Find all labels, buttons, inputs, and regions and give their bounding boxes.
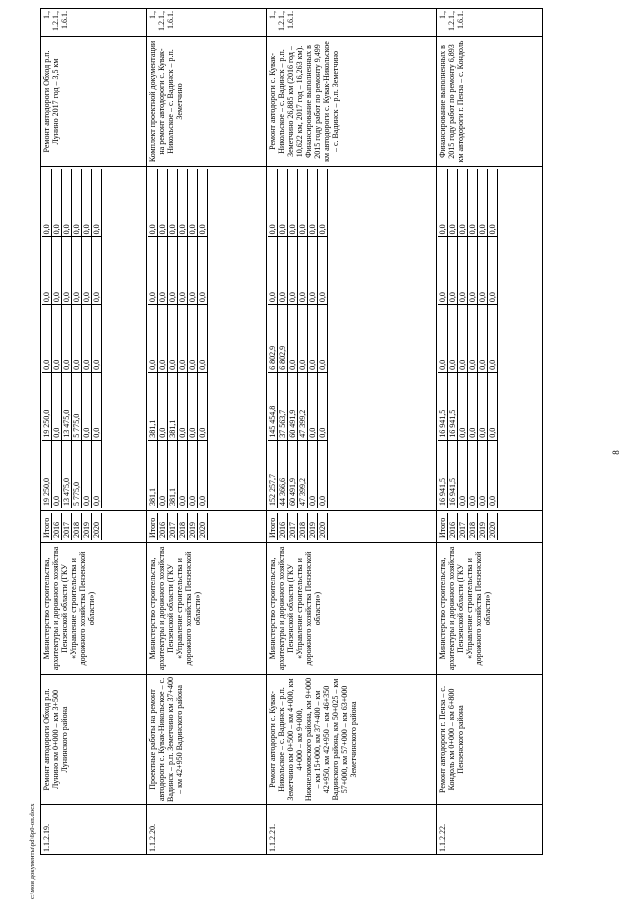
indicator-refs: 1., 1.2.1., 1.6.1. — [267, 9, 437, 37]
value-cell: 0,0 — [178, 440, 188, 508]
value-cell: 0,0 — [308, 440, 318, 508]
value-cell: 0,0 — [478, 440, 488, 508]
value-cell: 0,0 — [458, 237, 468, 305]
value-cell: 0,0 — [62, 169, 72, 237]
value-cell: 0,0 — [178, 305, 188, 373]
value-cell: 0,0 — [288, 237, 298, 305]
value-cell: 0,0 — [298, 169, 308, 237]
table-row — [267, 9, 437, 855]
funding-values — [267, 167, 437, 511]
value-cell: 0,0 — [478, 169, 488, 237]
value-cell: 0,0 — [92, 372, 102, 440]
value-cell: 0,0 — [52, 237, 62, 305]
value-cell: 16 941,5 — [448, 372, 458, 440]
year-cell: 2020 — [92, 513, 102, 540]
value-cell: 16 941,5 — [448, 440, 458, 508]
value-cell: 0,0 — [42, 305, 52, 373]
value-cell: 0,0 — [72, 169, 82, 237]
value-cell: 0,0 — [168, 169, 178, 237]
year-cell: 2016 — [52, 513, 62, 540]
value-cell: 0,0 — [308, 305, 318, 373]
year-column — [437, 511, 543, 543]
measure-name: Проектные работы на ремонт автодороги с. Кувак-Никольское – с. Вадинск – р.п. Земетчино км 37+400 – км 42+950 Вадинского района — [147, 675, 267, 805]
year-cell: Итого — [148, 513, 158, 540]
expected-result: Финансирование выполненных в 2015 году работ по ремонту 6,893 км автодороги г. Пенза – с. Кондоль — [437, 37, 543, 167]
value-cell: 0,0 — [198, 169, 208, 237]
indicator-refs: 1., 1.2.1., 1.6.1. — [41, 9, 147, 37]
value-cell: 0,0 — [198, 305, 208, 373]
value-cell: 0,0 — [52, 169, 62, 237]
value-cell: 0,0 — [298, 305, 308, 373]
value-cell: 381,1 — [168, 440, 178, 508]
executor: Министерство строительства, архитектуры и дорожного хозяйства Пензенской области (ГКУ «Управление строительства и дорожного хозяйства Пензенской области») — [41, 543, 147, 675]
value-cell: 0,0 — [198, 237, 208, 305]
value-cell: 19 250,0 — [42, 372, 52, 440]
value-cell: 0,0 — [92, 237, 102, 305]
funding-values — [437, 167, 543, 511]
value-cell: 44 366,6 — [278, 440, 288, 508]
value-cell: 0,0 — [158, 440, 168, 508]
value-cell: 0,0 — [82, 440, 92, 508]
value-cell: 0,0 — [308, 372, 318, 440]
value-cell: 0,0 — [188, 440, 198, 508]
value-cell: 47 399,2 — [298, 440, 308, 508]
value-cell: 0,0 — [448, 237, 458, 305]
year-cell: 2019 — [188, 513, 198, 540]
year-cell: 2020 — [488, 513, 498, 540]
value-cell: 0,0 — [82, 169, 92, 237]
value-cell: 13 475,0 — [62, 372, 72, 440]
indicator-refs: 1., 1.2.1., 1.6.1. — [437, 9, 543, 37]
value-cell: 5 775,0 — [72, 372, 82, 440]
value-cell: 0,0 — [72, 305, 82, 373]
year-column — [267, 511, 437, 543]
value-cell: 145 454,8 — [268, 372, 278, 440]
value-cell: 13 475,0 — [62, 440, 72, 508]
value-cell: 0,0 — [438, 237, 448, 305]
value-cell: 0,0 — [468, 440, 478, 508]
year-cell: 2016 — [158, 513, 168, 540]
year-cell: 2018 — [298, 513, 308, 540]
value-cell: 0,0 — [268, 169, 278, 237]
value-cell: 0,0 — [52, 305, 62, 373]
value-cell: 0,0 — [92, 169, 102, 237]
value-cell: 0,0 — [42, 169, 52, 237]
funding-values — [41, 167, 147, 511]
executor: Министерство строительства, архитектуры и дорожного хозяйства Пензенской области (ГКУ «Управление строительства и дорожного хозяйства Пензенской области») — [147, 543, 267, 675]
value-cell: 0,0 — [458, 305, 468, 373]
year-cell: 2017 — [288, 513, 298, 540]
value-cell: 0,0 — [458, 372, 468, 440]
year-column — [41, 511, 147, 543]
value-cell: 0,0 — [308, 237, 318, 305]
value-cell: 0,0 — [438, 169, 448, 237]
year-cell: 2016 — [448, 513, 458, 540]
value-cell: 0,0 — [188, 237, 198, 305]
value-cell: 0,0 — [158, 237, 168, 305]
year-cell: 2020 — [318, 513, 328, 540]
value-cell: 0,0 — [158, 372, 168, 440]
value-cell: 0,0 — [318, 372, 328, 440]
value-cell: 0,0 — [148, 169, 158, 237]
value-cell: 0,0 — [148, 305, 158, 373]
value-cell: 0,0 — [468, 305, 478, 373]
value-cell: 0,0 — [82, 237, 92, 305]
value-cell: 0,0 — [188, 169, 198, 237]
value-cell: 0,0 — [278, 169, 288, 237]
table-row — [147, 9, 267, 855]
value-cell: 0,0 — [488, 237, 498, 305]
row-number: 1.1.2.21. — [267, 805, 437, 855]
year-cell: 2018 — [468, 513, 478, 540]
value-cell: 0,0 — [278, 237, 288, 305]
value-cell: 0,0 — [298, 237, 308, 305]
value-cell: 6 802,9 — [278, 305, 288, 373]
expected-result: Ремонт автодороги Обход р.п. Лунино 2017 год – 3,5 км — [41, 37, 147, 167]
value-cell: 0,0 — [318, 305, 328, 373]
year-cell: 2016 — [278, 513, 288, 540]
funding-values — [147, 167, 267, 511]
expected-result: Комплект проектной документации на ремонт автодороги с. Кувак-Никольское – с. Вадинск – р.п. Земетчино — [147, 37, 267, 167]
value-cell: 0,0 — [478, 372, 488, 440]
executor: Министерство строительства, архитектуры и дорожного хозяйства Пензенской области (ГКУ «Управление строительства и дорожного хозяйства Пензенской области») — [437, 543, 543, 675]
value-cell: 0,0 — [168, 305, 178, 373]
measure-name: Ремонт автодороги Обход р.п. Лунино км 0+000 – км 3+500 Лунинского района — [41, 675, 147, 805]
value-cell: 0,0 — [178, 169, 188, 237]
value-cell: 0,0 — [478, 305, 488, 373]
value-cell: 0,0 — [488, 440, 498, 508]
indicator-refs: 1., 1.2.1., 1.6.1. — [147, 9, 267, 37]
value-cell: 381,1 — [148, 372, 158, 440]
value-cell: 0,0 — [438, 305, 448, 373]
row-number: 1.1.2.22. — [437, 805, 543, 855]
measure-name: Ремонт автодороги г. Пенза – с. Кондоль км 0+000 – км 6+800 Пензенского района — [437, 675, 543, 805]
value-cell: 152 257,7 — [268, 440, 278, 508]
value-cell: 0,0 — [188, 372, 198, 440]
value-cell: 0,0 — [92, 305, 102, 373]
page-number: 8 — [611, 450, 621, 455]
year-cell: 2018 — [72, 513, 82, 540]
value-cell: 0,0 — [318, 440, 328, 508]
value-cell: 0,0 — [148, 237, 158, 305]
value-cell: 0,0 — [468, 169, 478, 237]
value-cell: 0,0 — [488, 372, 498, 440]
year-cell: 2019 — [308, 513, 318, 540]
table-row — [41, 9, 147, 855]
value-cell: 0,0 — [42, 237, 52, 305]
value-cell: 16 941,5 — [438, 440, 448, 508]
value-cell: 0,0 — [308, 169, 318, 237]
year-cell: 2017 — [458, 513, 468, 540]
value-cell: 0,0 — [288, 305, 298, 373]
value-cell: 0,0 — [318, 169, 328, 237]
value-cell: 0,0 — [448, 169, 458, 237]
year-cell: 2020 — [198, 513, 208, 540]
value-cell: 0,0 — [478, 237, 488, 305]
value-cell: 0,0 — [82, 305, 92, 373]
value-cell: 0,0 — [198, 372, 208, 440]
year-cell: Итого — [42, 513, 52, 540]
value-cell: 0,0 — [82, 372, 92, 440]
year-column — [147, 511, 267, 543]
value-cell: 0,0 — [268, 237, 278, 305]
value-cell: 0,0 — [178, 372, 188, 440]
value-cell: 0,0 — [468, 372, 478, 440]
value-cell: 0,0 — [62, 237, 72, 305]
value-cell: 0,0 — [188, 305, 198, 373]
value-cell: 6 802,9 — [268, 305, 278, 373]
value-cell: 5 775,0 — [72, 440, 82, 508]
value-cell: 0,0 — [468, 237, 478, 305]
year-cell: 2017 — [62, 513, 72, 540]
row-number: 1.1.2.19. — [41, 805, 147, 855]
footer-file-path: c:\мои документы\pd\6р0-оп.docx — [29, 803, 36, 899]
value-cell: 47 399,2 — [298, 372, 308, 440]
row-number: 1.1.2.20. — [147, 805, 267, 855]
value-cell: 0,0 — [318, 237, 328, 305]
year-cell: Итого — [438, 513, 448, 540]
value-cell: 381,1 — [168, 372, 178, 440]
value-cell: 0,0 — [92, 440, 102, 508]
value-cell: 0,0 — [158, 169, 168, 237]
value-cell: 0,0 — [488, 169, 498, 237]
year-cell: 2019 — [82, 513, 92, 540]
value-cell: 0,0 — [198, 440, 208, 508]
value-cell: 60 491,9 — [288, 440, 298, 508]
value-cell: 0,0 — [52, 440, 62, 508]
measure-name: Ремонт автодороги с. Кувак-Никольское – с. Вадинск – р.п. Земетчино км 0+500 – км 4+000, км 4+000 – км 9+000, Нижнеломовского района, км 9+000 – км 15+000, км 37+400 – км 42+950, км 42+950 – км 46+350 Вадинского района, км 50+025 – км 57+000, км 57+000 – км 63+000 Земетчинского района — [267, 675, 437, 805]
value-cell: 0,0 — [178, 237, 188, 305]
year-cell: 2018 — [178, 513, 188, 540]
value-cell: 0,0 — [62, 305, 72, 373]
expected-result: Ремонт автодороги с. Кувак-Никольское – с. Вадинск – р.п. Земетчино 26,885 км (2016 год – 10,622 км, 2017 год – 16,263 км). Финансирование выполненных в 2015 году работ по ремонту 9,499 км автодороги с. Кувак-Никольское – с. Вадинск – р.п. Земетчино — [267, 37, 437, 167]
value-cell: 0,0 — [458, 440, 468, 508]
value-cell: 0,0 — [168, 237, 178, 305]
value-cell: 60 491,9 — [288, 372, 298, 440]
value-cell: 16 941,5 — [438, 372, 448, 440]
year-cell: 2017 — [168, 513, 178, 540]
value-cell: 0,0 — [72, 237, 82, 305]
value-cell: 0,0 — [52, 372, 62, 440]
value-cell: 0,0 — [158, 305, 168, 373]
executor: Министерство строительства, архитектуры и дорожного хозяйства Пензенской области (ГКУ «Управление строительства и дорожного хозяйства Пензенской области») — [267, 543, 437, 675]
value-cell: 19 250,0 — [42, 440, 52, 508]
table-row — [437, 9, 543, 855]
year-cell: 2019 — [478, 513, 488, 540]
value-cell: 0,0 — [488, 305, 498, 373]
value-cell: 0,0 — [448, 305, 458, 373]
year-cell: Итого — [268, 513, 278, 540]
value-cell: 0,0 — [458, 169, 468, 237]
value-cell: 381,1 — [148, 440, 158, 508]
value-cell: 0,0 — [288, 169, 298, 237]
value-cell: 37 563,7 — [278, 372, 288, 440]
program-table — [40, 8, 543, 855]
